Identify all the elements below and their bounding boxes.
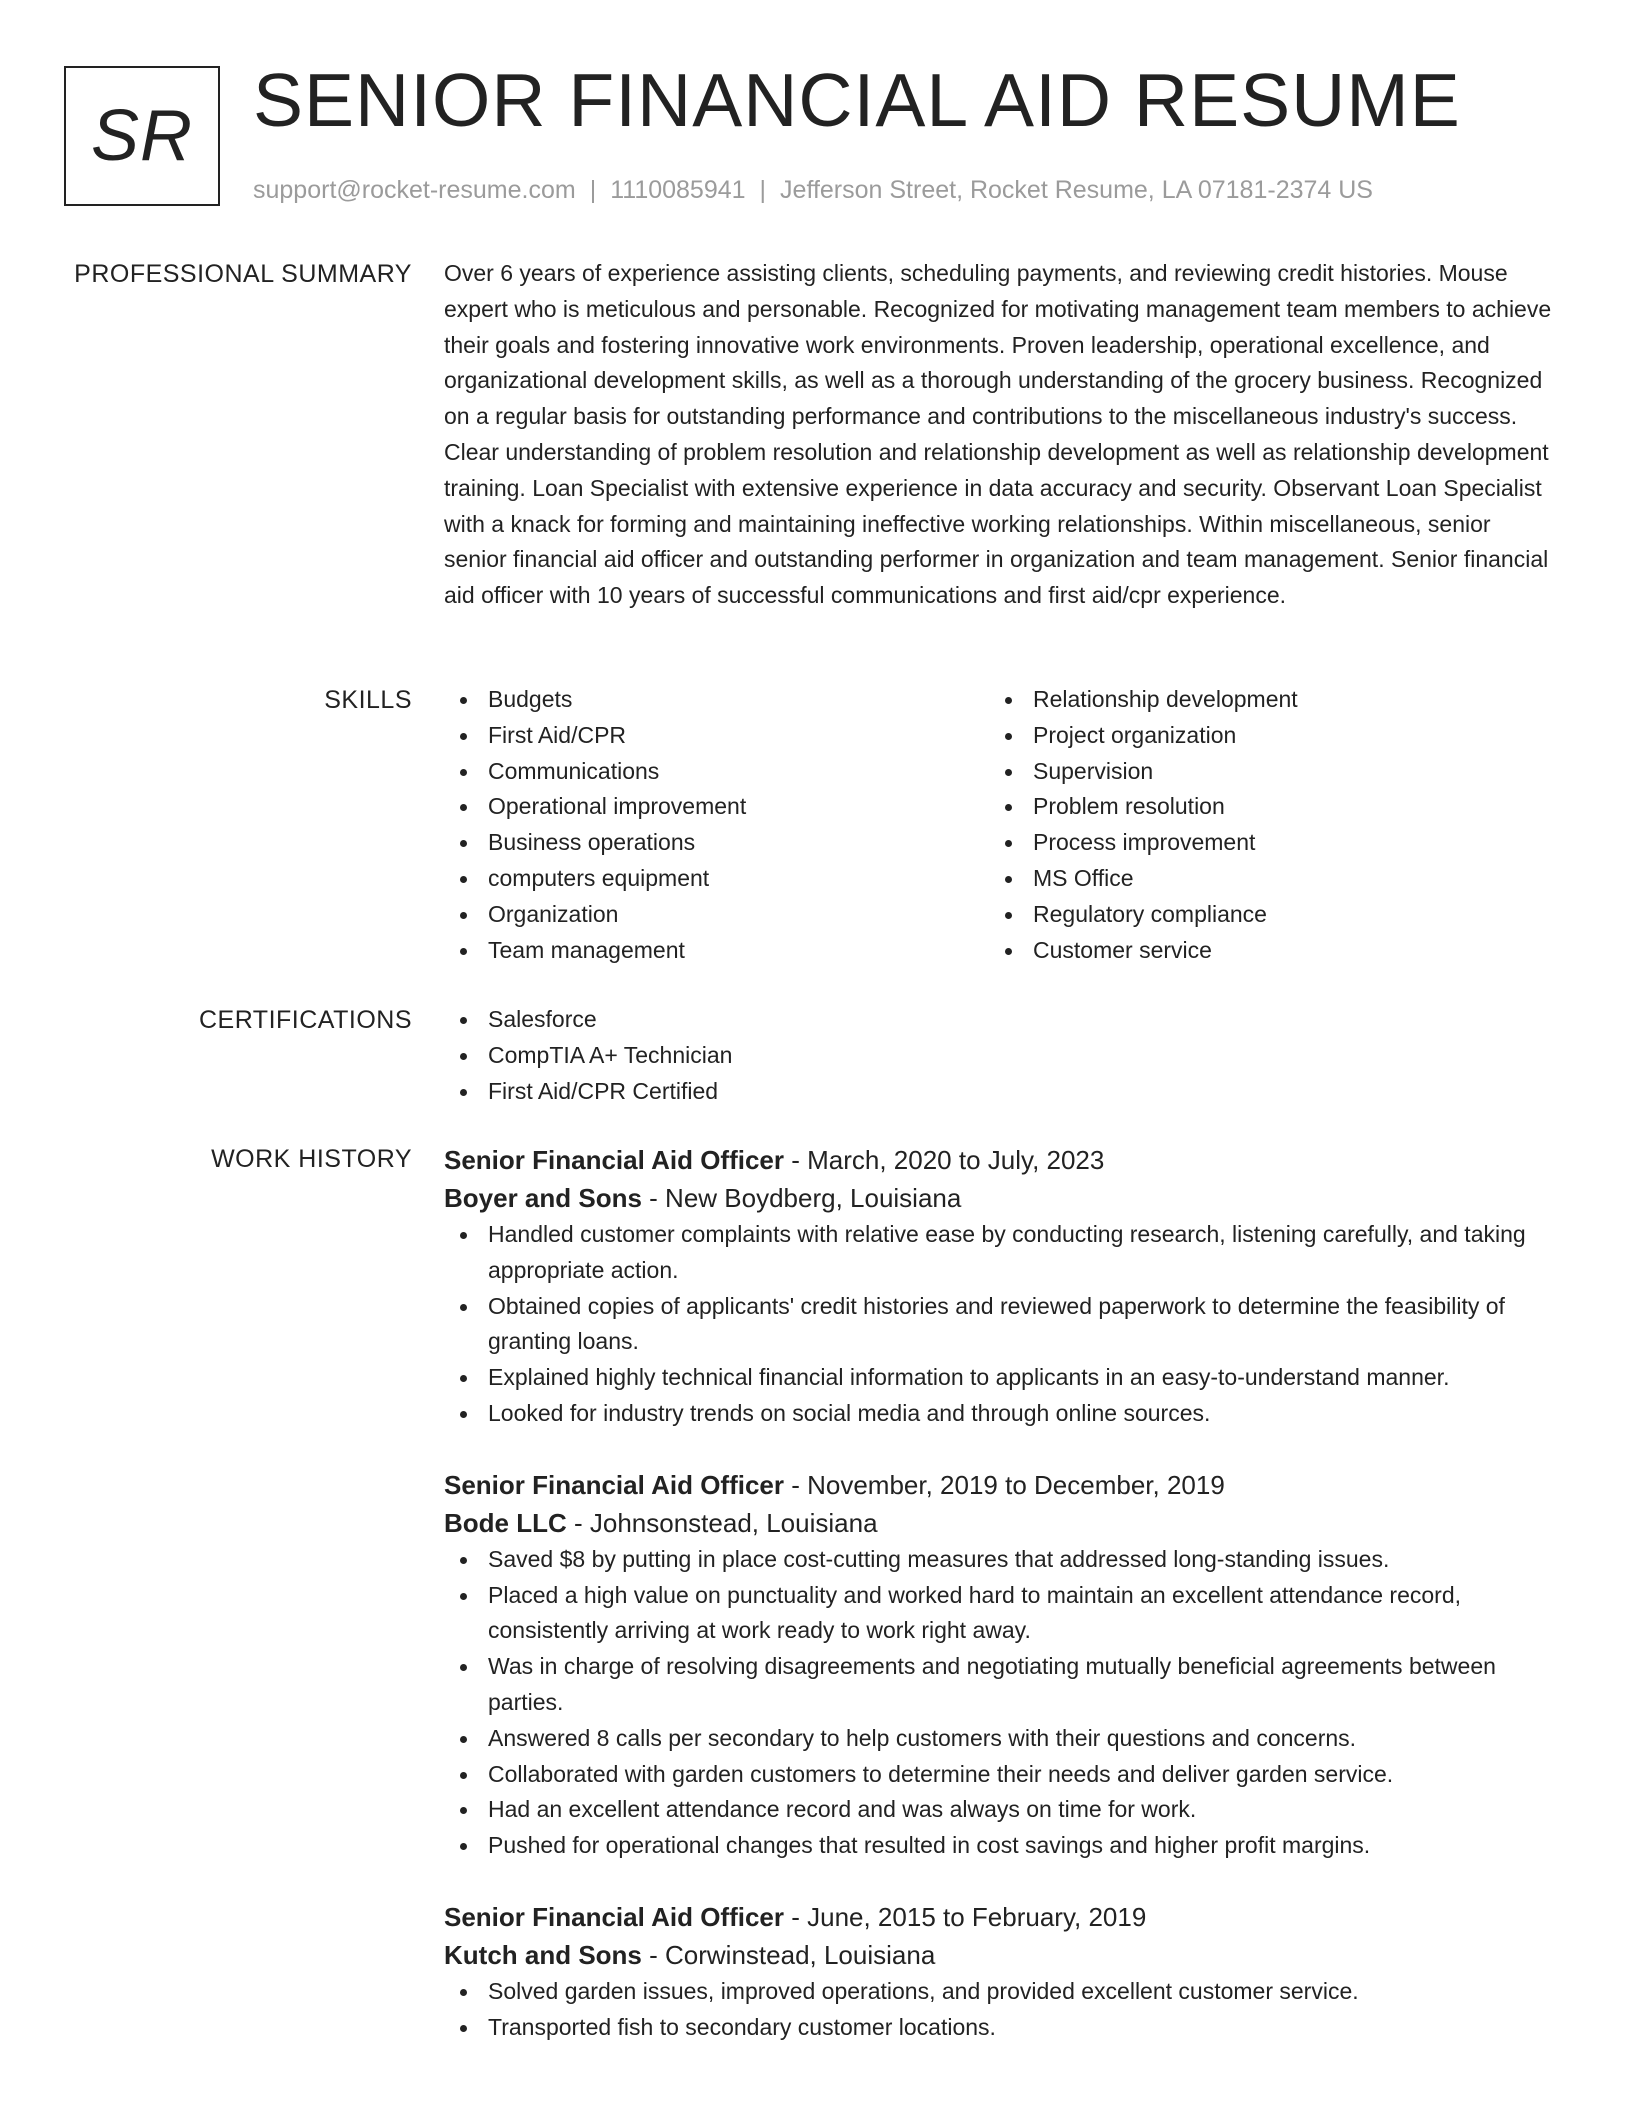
job-dates: - November, 2019 to December, 2019 — [784, 1469, 1225, 1500]
job-title-line — [444, 1898, 1554, 1936]
job-company-line — [444, 1179, 1554, 1217]
skill-item: Project organization — [989, 718, 1534, 754]
skills-left-list — [444, 682, 989, 968]
certifications-body — [444, 1002, 1554, 1109]
skill-item: Customer service — [989, 933, 1534, 969]
skill-item: Regulatory compliance — [989, 897, 1534, 933]
contact-line — [253, 174, 1373, 206]
job-duty: Explained highly technical financial information to applicants in an easy-to-understand manner. — [444, 1360, 1554, 1396]
skill-item: Problem resolution — [989, 789, 1534, 825]
job-company: Bode LLC — [444, 1507, 567, 1538]
job-title: Senior Financial Aid Officer — [444, 1145, 784, 1175]
job-duties-list — [444, 1542, 1554, 1864]
contact-email[interactable]: support@rocket-resume.com — [253, 176, 576, 204]
job-company: Boyer and Sons — [444, 1183, 642, 1213]
job-title-line — [444, 1141, 1554, 1179]
job-duty: Was in charge of resolving disagreements and negotiating mutually beneficial agreements between parties. — [444, 1649, 1554, 1721]
job-duty: Obtained copies of applicants' credit histories and reviewed paperwork to determine the feasibility of granting loans. — [444, 1289, 1554, 1361]
job-duty: Pushed for operational changes that resulted in cost savings and higher profit margins. — [444, 1828, 1554, 1864]
job-duty: Collaborated with garden customers to determine their needs and deliver garden service. — [444, 1757, 1554, 1793]
skill-item: Business operations — [444, 825, 989, 861]
monogram-initials: SR — [90, 96, 194, 176]
job-entry — [444, 1898, 1554, 2046]
skill-item: MS Office — [989, 861, 1534, 897]
job-location: - New Boydberg, Louisiana — [641, 1183, 962, 1213]
job-duty: Had an excellent attendance record and was always on time for work. — [444, 1792, 1554, 1828]
job-title-line — [444, 1466, 1554, 1504]
contact-separator: | — [759, 176, 767, 204]
skill-item: Relationship development — [989, 682, 1534, 718]
job-company-line — [444, 1504, 1554, 1542]
job-dates: - June, 2015 to February, 2019 — [784, 1901, 1147, 1932]
contact-address: Jefferson Street, Rocket Resume, LA 07181-2374 US — [780, 176, 1373, 204]
job-location: - Johnsonstead, Louisiana — [566, 1507, 878, 1538]
job-entry — [444, 1466, 1554, 1864]
skills-body — [444, 682, 1554, 968]
job-title: Senior Financial Aid Officer — [444, 1469, 784, 1500]
job-duty: Handled customer complaints with relative ease by conducting research, listening carefully, and taking appropriate action. — [444, 1217, 1554, 1289]
monogram-box — [64, 66, 220, 206]
certifications-heading: CERTIFICATIONS — [198, 1006, 412, 1034]
skill-item: Supervision — [989, 754, 1534, 790]
skill-item: Operational improvement — [444, 789, 989, 825]
skill-item: Communications — [444, 754, 989, 790]
job-duty: Transported fish to secondary customer locations. — [444, 2010, 1554, 2046]
job-duties-list — [444, 1974, 1554, 2046]
job-company: Kutch and Sons — [444, 1939, 642, 1970]
summary-heading: PROFESSIONAL SUMMARY — [74, 260, 412, 288]
skills-heading: SKILLS — [324, 686, 412, 714]
job-duty: Looked for industry trends on social media and through online sources. — [444, 1396, 1554, 1432]
skill-item: computers equipment — [444, 861, 989, 897]
job-company-line — [444, 1936, 1554, 1974]
job-entry — [444, 1141, 1554, 1432]
summary-body — [444, 256, 1554, 614]
certification-item: CompTIA A+ Technician — [444, 1038, 1554, 1074]
certification-item: Salesforce — [444, 1002, 1554, 1038]
certifications-list — [444, 1002, 1554, 1109]
job-duty: Solved garden issues, improved operations, and provided excellent customer service. — [444, 1974, 1554, 2010]
job-location: - Corwinstead, Louisiana — [641, 1939, 936, 1970]
skill-item: First Aid/CPR — [444, 718, 989, 754]
skills-right-list — [989, 682, 1534, 968]
resume-title: SENIOR FINANCIAL AID RESUME — [253, 58, 1461, 142]
job-title: Senior Financial Aid Officer — [444, 1901, 784, 1932]
summary-text: Over 6 years of experience assisting clients, scheduling payments, and reviewing credit histories. Mouse expert who is meticulous and personable. Recognized for motivating management team members to achieve their goals and fostering innovative work environments. Proven leadership, operational excellence, and organizational development skills, as well as a thorough understanding of the grocery business. Recognized on a regular basis for outstanding performance and contributions to the miscellaneous industry's success. Clear understanding of problem resolution and relationship development as well as relationship development training. Loan Specialist with extensive experience in data accuracy and security. Observant Loan Specialist with a knack for forming and maintaining ineffective working relationships. Within miscellaneous, senior senior financial aid officer and outstanding performer in organization and team management. Senior financial aid officer with 10 years of successful communications and first aid/cpr experience. — [444, 260, 1552, 609]
contact-phone[interactable]: 1110085941 — [610, 176, 746, 204]
contact-separator: | — [589, 176, 597, 204]
job-duty: Saved $8 by putting in place cost-cutting measures that addressed long-standing issues. — [444, 1542, 1554, 1578]
skill-item: Process improvement — [989, 825, 1534, 861]
skill-item: Team management — [444, 933, 989, 969]
skill-item: Organization — [444, 897, 989, 933]
job-duties-list — [444, 1217, 1554, 1432]
skill-item: Budgets — [444, 682, 989, 718]
job-duty: Placed a high value on punctuality and worked hard to maintain an excellent attendance record, consistently arriving at work ready to work right away. — [444, 1578, 1554, 1650]
job-duty: Answered 8 calls per secondary to help customers with their questions and concerns. — [444, 1721, 1554, 1757]
job-dates: - March, 2020 to July, 2023 — [784, 1145, 1105, 1175]
work-history-heading: WORK HISTORY — [211, 1145, 412, 1173]
work-history-body — [444, 1141, 1554, 2046]
certification-item: First Aid/CPR Certified — [444, 1074, 1554, 1110]
